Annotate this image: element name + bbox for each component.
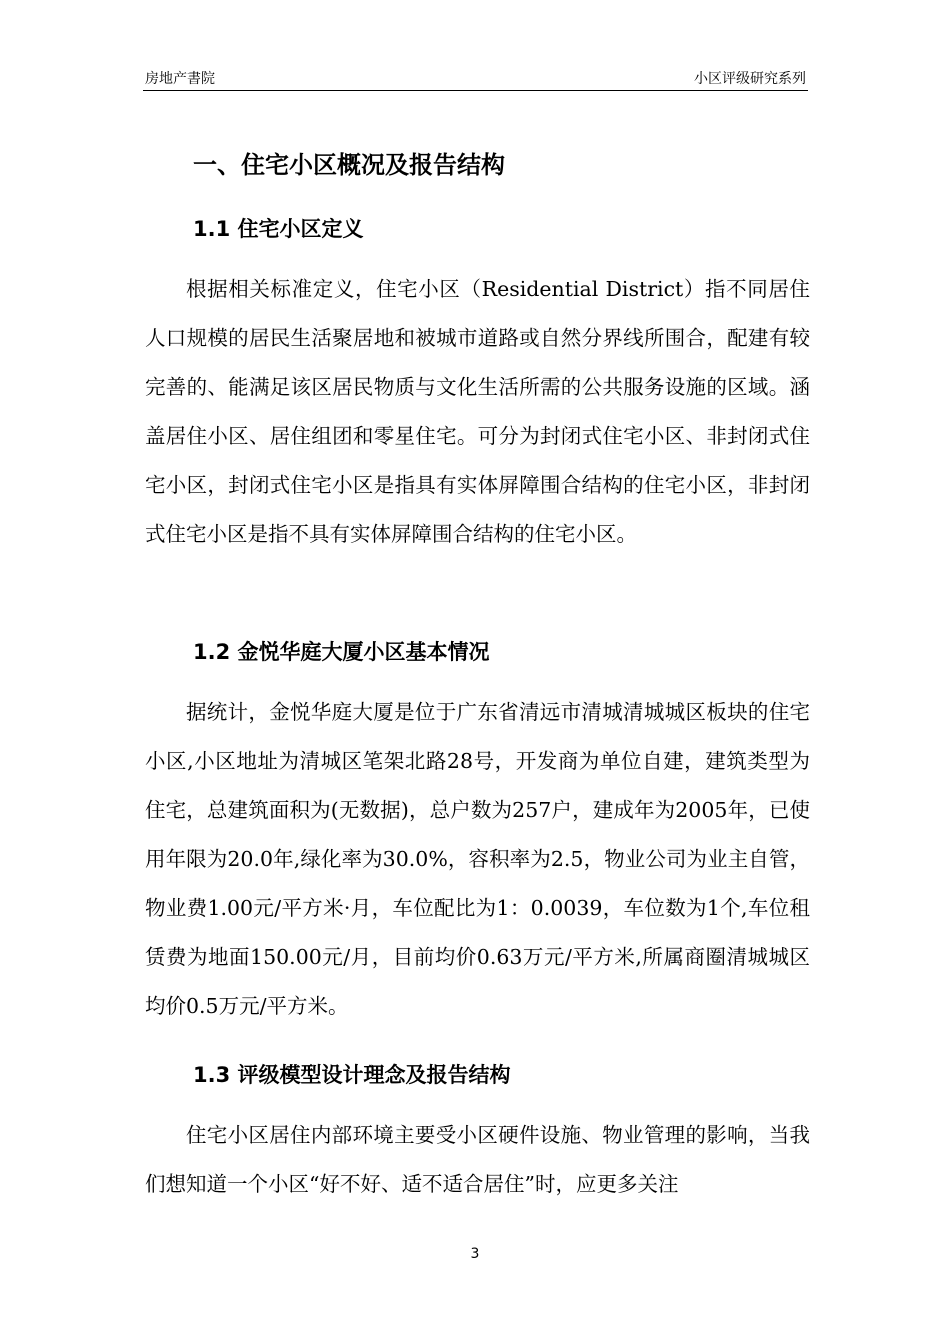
section-paragraph-1-2: 据统计，金悦华庭大厦是位于广东省清远市清城清城城区板块的住宅小区,小区地址为清城区笔架北路28号，开发商为单位自建，建筑类型为住宅，总建筑面积为(无数据)，总户数为257户，建成年为2005年，已使用年限为20.0年,绿化率为30.0%，容积率为2.5，物业公司为业主自管，物业费1.00元/平方米·月，车位配比为1：0.0039，车位数为1个,车位租赁费为地面150.00元/月，目前均价0.63万元/平方米,所属商圈清城城区均价0.5万元/平方米。 [145, 700, 810, 1018]
page-number: 3 [470, 1246, 480, 1262]
section-paragraph-1-1: 根据相关标准定义，住宅小区（Residential District）指不同居住人口规模的居民生活聚居地和被城市道路或自然分界线所围合，配建有较完善的、能满足该区居民物质与文化生活所需的公共服务设施的区域。涵盖居住小区、居住组团和零星住宅。可分为封闭式住宅小区、非封闭式住宅小区，封闭式住宅小区是指具有实体屏障围合结构的住宅小区，非封闭式住宅小区是指不具有实体屏障围合结构的住宅小区。 [145, 277, 810, 546]
page-header [143, 64, 808, 91]
section-paragraph-1-3: 住宅小区居住内部环境主要受小区硬件设施、物业管理的影响，当我们想知道一个小区“好不好、适不适合居住”时，应更多关注 [145, 1123, 810, 1196]
section-heading-1-2: 1.2 金悦华庭大厦小区基本情况 [193, 640, 490, 664]
header-series: 小区评级研究系列 [694, 71, 806, 87]
section-heading-1-1: 1.1 住宅小区定义 [193, 217, 364, 241]
chapter-title: 一、住宅小区概况及报告结构 [193, 151, 505, 179]
header-publisher: 房地产書院 [145, 71, 215, 87]
section-heading-1-3: 1.3 评级模型设计理念及报告结构 [193, 1063, 511, 1087]
